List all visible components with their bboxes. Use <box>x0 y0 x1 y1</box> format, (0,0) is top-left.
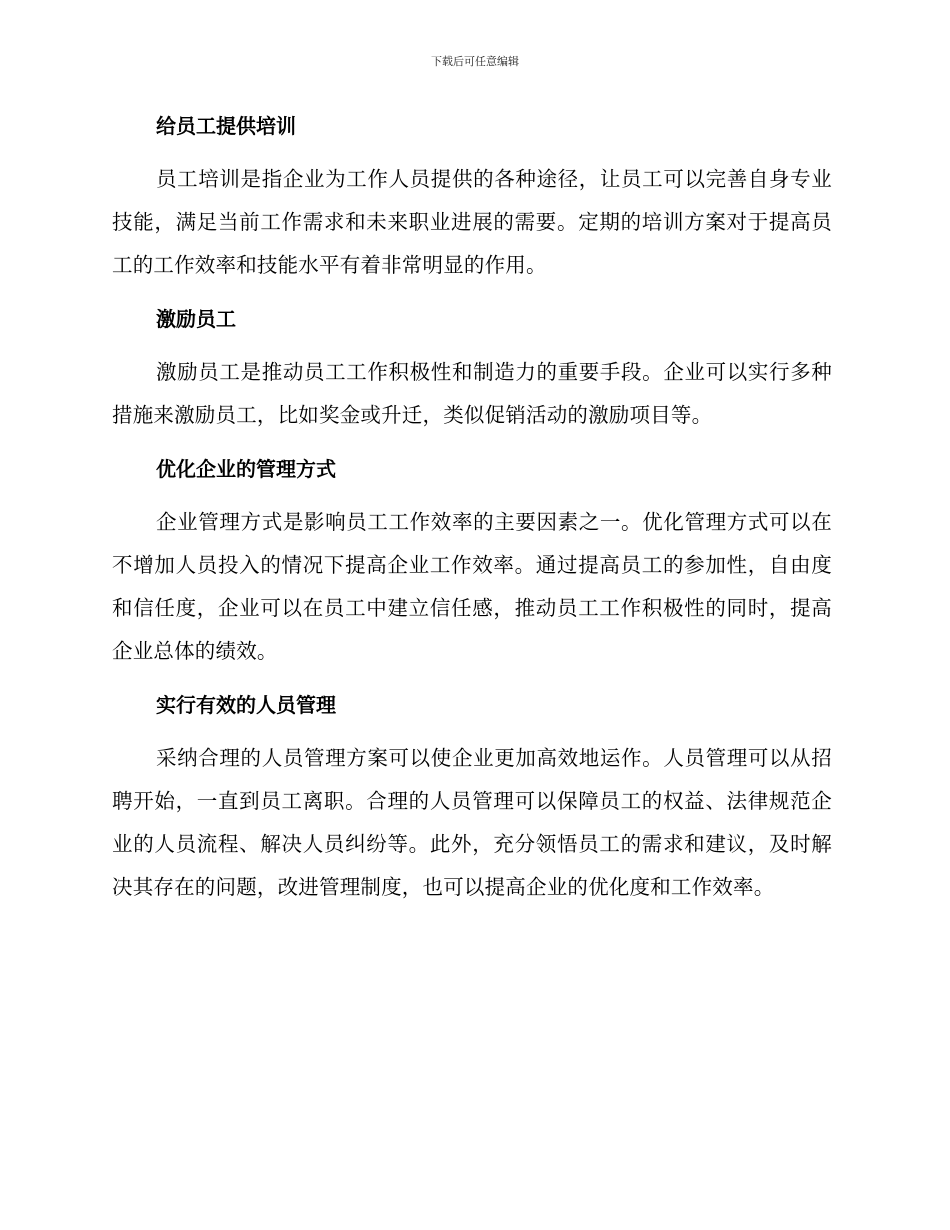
page-header: 下载后可任意编辑 <box>431 55 519 68</box>
section-paragraph: 员工培训是指企业为工作人员提供的各种途径，让员工可以完善自身专业技能，满足当前工作需求和未来职业进展的需要。定期的培训方案对于提高员工的工作效率和技能水平有着非常明显的作用。 <box>112 167 832 277</box>
section-heading: 实行有效的人员管理 <box>156 693 336 717</box>
section-paragraph: 激励员工是推动员工工作积极性和制造力的重要手段。企业可以实行多种措施来激励员工，比如奖金或升迁，类似促销活动的激励项目等。 <box>112 360 832 427</box>
section-training <box>112 110 832 287</box>
section-heading: 给员工提供培训 <box>156 114 296 138</box>
section-personnel-management <box>112 689 832 909</box>
document-body <box>112 110 832 925</box>
section-heading: 优化企业的管理方式 <box>156 457 336 481</box>
section-heading: 激励员工 <box>156 307 236 331</box>
section-motivation <box>112 303 832 437</box>
section-management-style <box>112 453 832 673</box>
section-paragraph: 采纳合理的人员管理方案可以使企业更加高效地运作。人员管理可以从招聘开始，一直到员工离职。合理的人员管理可以保障员工的权益、法律规范企业的人员流程、解决人员纠纷等。此外，充分领悟员工的需求和建议，及时解决其存在的问题，改进管理制度，也可以提高企业的优化度和工作效率。 <box>112 746 832 899</box>
section-paragraph: 企业管理方式是影响员工工作效率的主要因素之一。优化管理方式可以在不增加人员投入的情况下提高企业工作效率。通过提高员工的参加性，自由度和信任度，企业可以在员工中建立信任感，推动员工工作积极性的同时，提高企业总体的绩效。 <box>112 510 832 663</box>
